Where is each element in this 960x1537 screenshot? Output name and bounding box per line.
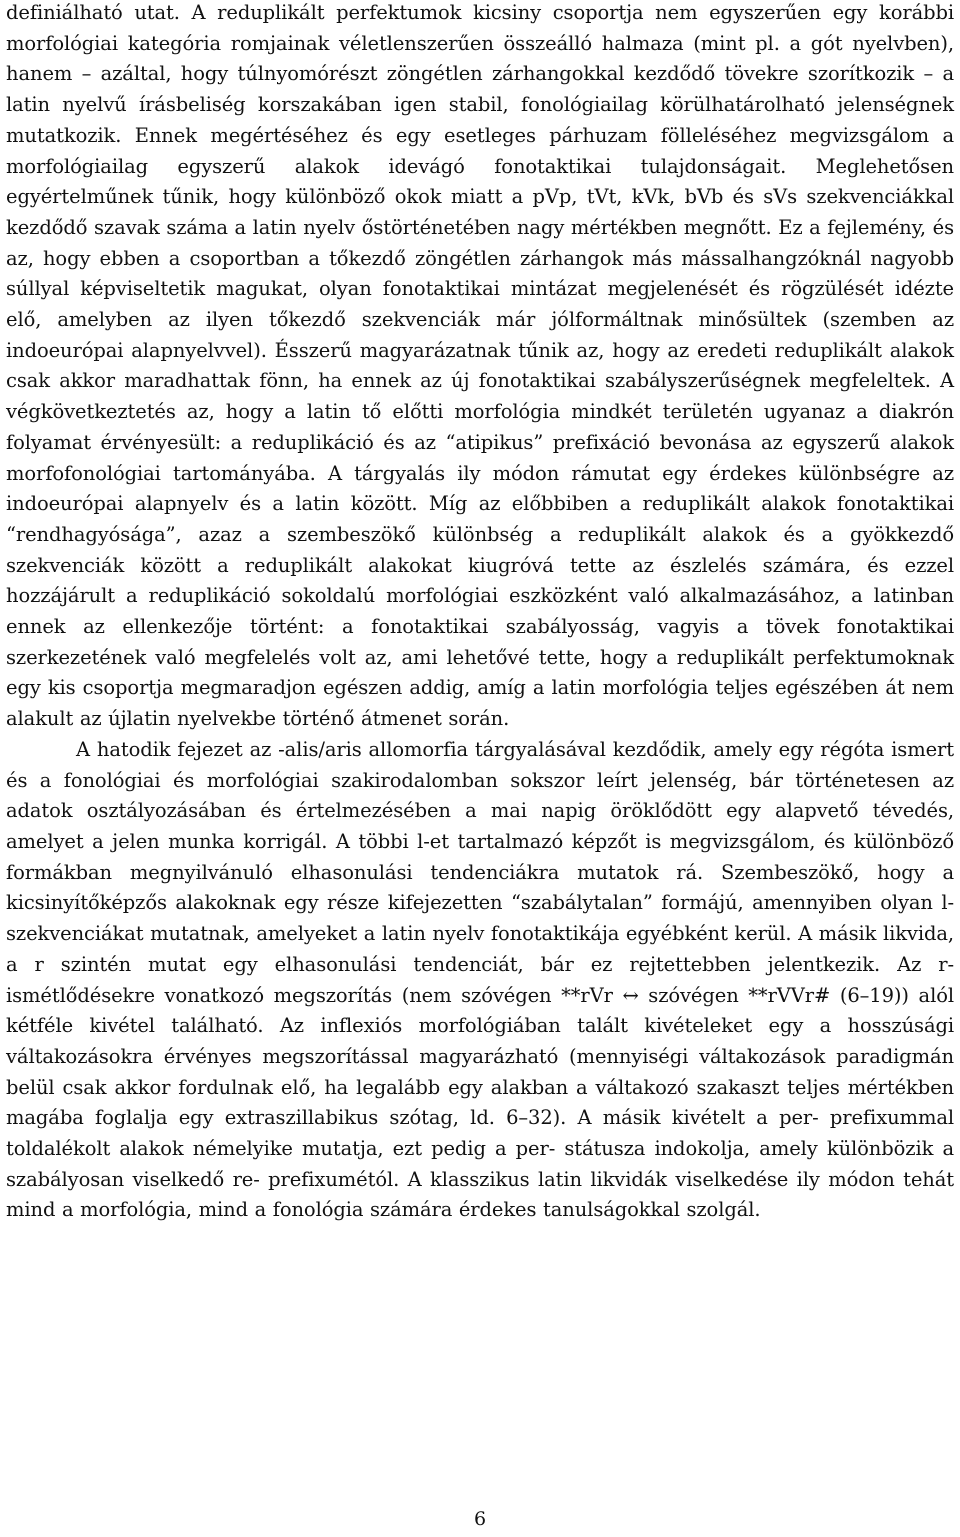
paragraph-reduplication-summary: definiálható utat. A reduplikált perfektumok kicsiny csoportja nem egyszerűen egy korábbi morfológiai kategória romjainak véletlenszerűen összeálló halmaza (mint pl. a gót nyelvben), hanem – azáltal, hogy túlnyomórészt zöngétlen zárhangokkal kezdődő tövekre szorítkozik – a latin nyelvű írásbeliség korszakában igen stabil, fonológiailag körülhatárolható jelenségnek mutatkozik. Ennek megértéséhez és egy esetleges párhuzam fölleléséhez megvizsgálom a morfológiailag egyszerű alakok idevágó fonotaktikai tulajdonságait. Meglehetősen egyértelműnek tűnik, hogy különböző okok miatt a pVp, tVt, kVk, bVb és sVs szekvenciákkal kezdődő szavak száma a latin nyelv őstörténetében nagy mértékben megnőtt. Ez a fejlemény, és az, hogy ebben a csoportban a tőkezdő zöngétlen zárhangok más mássalhangzóknál nagyobb súllyal képviseltetik magukat, olyan fonotaktikai mintázat megjelenését és rögzülését idézte elő, amelyben az ilyen tőkezdő szekvenciák már jólformáltnak minősültek (szemben az indoeurópai alapnyelvvel). Ésszerű magyarázatnak tűnik az, hogy az eredeti reduplikált alakok csak akkor maradhattak fönn, ha ennek az új fonotaktikai szabályszerűségnek megfeleltek. A végkövetkeztetés az, hogy a latin tő előtti morfológia mindkét területén ugyanaz a diakrón folyamat érvényesült: a reduplikáció és az “atipikus” prefixáció bevonása az egyszerű alakok morfofonológiai tartományába. A tárgyalás ily módon rámutat egy érdekes különbségre az indoeurópai alapnyelv és a latin között. Míg az előbbiben a reduplikált alakok fonotaktikai “rendhagyósága”, azaz a szembeszökő különbség a reduplikált alakok és a gyökkezdő szekvenciák között a reduplikált alakokat kiugróvá tette az észlelés számára, és ezzel hozzájárult a reduplikáció sokoldalú morfológiai eszközként való alkalmazásához, a latinban ennek az ellenkezője történt: a fonotaktikai szabályosság, vagyis a tövek fonotaktikai szerkezetének való megfelelés volt az, ami lehetővé tette, hogy a reduplikált perfektumoknak egy kis csoportja megmaradjon egészen addig, amíg a latin morfológia teljes egészében át nem alakult az újlatin nyelvekbe történő átmenet során. — [6, 1, 954, 731]
document-page — [6, 0, 954, 1226]
paragraph-chapter-six-summary: A hatodik fejezet az -alis/aris allomorfia tárgyalásával kezdődik, amely egy régóta ismert és a fonológiai és morfológiai szakirodalomban sokszor leírt jelenség, bár történetesen az adatok osztályozásában és értelmezésében a mai napig öröklődött egy alapvető tévedés, amelyet a jelen munka korrigál. A többi l-et tartalmazó képzőt is megvizsgálom, és különböző formákban megnyilvánuló elhasonulási tendenciákra mutatok rá. Szembeszökő, hogy a kicsinyítőképzős alakoknak egy része kifejezetten “szabálytalan” formájú, amennyiben olyan l-szekvenciákat mutatnak, amelyeket a latin nyelv fonotaktikája egyébként kerül. A másik likvida, a r szintén mutat egy elhasonulási tendenciát, bár ez rejtettebben jelentkezik. Az r-ismétlődésekre vonatkozó megszorítás (nem szóvégen **rVr ↔ szóvégen **rVVr# (6–19)) alól kétféle kivétel található. Az inflexiós morfológiában talált kivételeket egy a hosszúsági váltakozásokra érvényes megszorítással magyarázható (mennyiségi váltakozások paradigmán belül csak akkor fordulnak elő, ha legalább egy alakban a váltakozó szakaszt teljes mértékben magába foglalja egy extraszillabikus szótag, ld. 6–32). A másik kivételt a per- prefixummal toldalékolt alakok némelyike mutatja, ezt pedig a per- státusza indokolja, amely különbözik a szabályosan viselkedő re- prefixumétól. A klasszikus latin likvidák viselkedése ily módon tehát mind a morfológia, mind a fonológia számára érdekes tanulságokkal szolgál. — [6, 737, 954, 1222]
page-number: 6 — [473, 1508, 487, 1530]
